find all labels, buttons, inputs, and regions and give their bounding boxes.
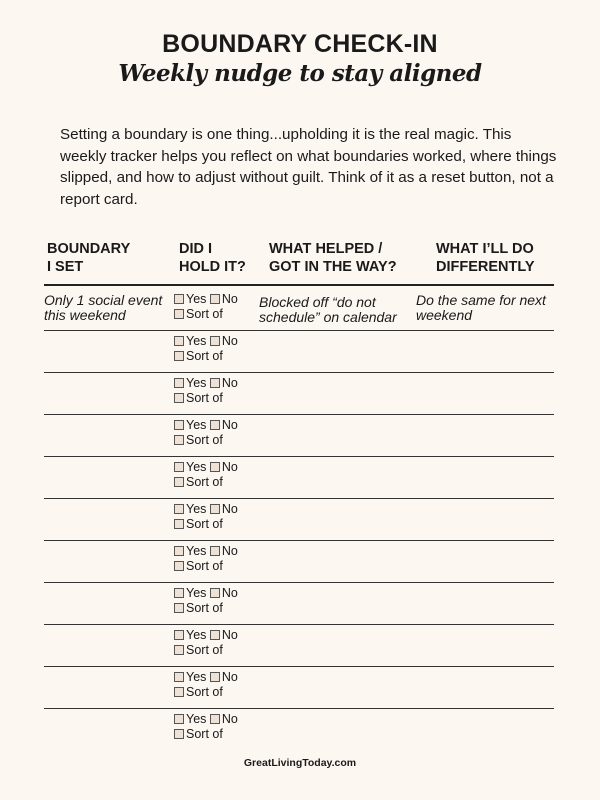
- sort-of-label: Sort of: [186, 643, 223, 657]
- header-do-differently: WHAT I’LL DO DIFFERENTLY: [436, 241, 535, 275]
- example-helped: Blocked off “do not schedule” on calendar: [259, 294, 397, 325]
- sort-of-checkbox[interactable]: [174, 477, 184, 487]
- footer-site: GreatLivingToday.com: [243, 757, 357, 769]
- no-label: No: [221, 334, 238, 348]
- yes-label: Yes: [186, 334, 207, 348]
- hold-it-options: [174, 292, 254, 322]
- hold-it-options: [174, 334, 254, 364]
- no-label: No: [221, 376, 238, 390]
- no-label: No: [221, 544, 238, 558]
- hold-it-options: [174, 502, 254, 532]
- yes-checkbox[interactable]: [174, 378, 184, 388]
- sort-of-label: Sort of: [186, 391, 223, 405]
- hold-it-options: [174, 586, 254, 616]
- row-divider: [44, 582, 554, 583]
- row-divider: [44, 540, 554, 541]
- sort-of-label: Sort of: [186, 685, 223, 699]
- yes-checkbox[interactable]: [174, 336, 184, 346]
- sort-of-checkbox[interactable]: [174, 687, 184, 697]
- example-differently: Do the same for next weekend: [416, 292, 546, 323]
- sort-of-checkbox[interactable]: [174, 645, 184, 655]
- table-header-divider: [44, 284, 554, 286]
- hold-it-options: [174, 712, 254, 742]
- no-checkbox[interactable]: [210, 714, 220, 724]
- hold-it-options: [174, 376, 254, 406]
- sort-of-checkbox[interactable]: [174, 309, 184, 319]
- yes-label: Yes: [186, 544, 207, 558]
- no-checkbox[interactable]: [210, 546, 220, 556]
- intro-paragraph: Setting a boundary is one thing...upholding it is the real magic. This weekly tracker helps you reflect on what boundaries worked, where things slipped, and how to adjust without guilt. Think of it as a reset button, not a report card.: [60, 126, 557, 208]
- sort-of-checkbox[interactable]: [174, 519, 184, 529]
- row-divider: [44, 456, 554, 457]
- page-title: BOUNDARY CHECK-IN: [162, 30, 438, 58]
- yes-checkbox[interactable]: [174, 714, 184, 724]
- row-divider: [44, 414, 554, 415]
- yes-checkbox[interactable]: [174, 420, 184, 430]
- no-checkbox[interactable]: [210, 462, 220, 472]
- yes-checkbox[interactable]: [174, 588, 184, 598]
- yes-label: Yes: [186, 292, 207, 306]
- yes-label: Yes: [186, 712, 207, 726]
- hold-it-options: [174, 628, 254, 658]
- no-label: No: [221, 418, 238, 432]
- row-divider: [44, 666, 554, 667]
- hold-it-options: [174, 418, 254, 448]
- yes-label: Yes: [186, 502, 207, 516]
- hold-it-options: [174, 670, 254, 700]
- row-divider: [44, 624, 554, 625]
- no-checkbox[interactable]: [210, 630, 220, 640]
- no-checkbox[interactable]: [210, 378, 220, 388]
- yes-label: Yes: [186, 586, 207, 600]
- sort-of-checkbox[interactable]: [174, 603, 184, 613]
- yes-label: Yes: [186, 628, 207, 642]
- no-label: No: [221, 460, 238, 474]
- yes-label: Yes: [186, 418, 207, 432]
- row-divider: [44, 708, 554, 709]
- no-checkbox[interactable]: [210, 672, 220, 682]
- sort-of-label: Sort of: [186, 559, 223, 573]
- row-divider: [44, 372, 554, 373]
- sort-of-checkbox[interactable]: [174, 351, 184, 361]
- no-label: No: [221, 670, 238, 684]
- header-what-helped: WHAT HELPED / GOT IN THE WAY?: [269, 241, 397, 275]
- yes-label: Yes: [186, 670, 207, 684]
- no-label: No: [221, 292, 238, 306]
- sort-of-label: Sort of: [186, 433, 223, 447]
- no-checkbox[interactable]: [210, 588, 220, 598]
- header-did-i-hold: DID I HOLD IT?: [179, 241, 246, 275]
- sort-of-checkbox[interactable]: [174, 393, 184, 403]
- no-label: No: [221, 586, 238, 600]
- yes-checkbox[interactable]: [174, 630, 184, 640]
- yes-label: Yes: [186, 376, 207, 390]
- yes-checkbox[interactable]: [174, 294, 184, 304]
- sort-of-label: Sort of: [186, 517, 223, 531]
- row-divider: [44, 330, 554, 331]
- hold-it-options: [174, 460, 254, 490]
- no-label: No: [221, 628, 238, 642]
- sort-of-checkbox[interactable]: [174, 435, 184, 445]
- sort-of-label: Sort of: [186, 601, 223, 615]
- no-checkbox[interactable]: [210, 420, 220, 430]
- no-label: No: [221, 502, 238, 516]
- yes-checkbox[interactable]: [174, 546, 184, 556]
- sort-of-checkbox[interactable]: [174, 729, 184, 739]
- sort-of-label: Sort of: [186, 349, 223, 363]
- sort-of-checkbox[interactable]: [174, 561, 184, 571]
- no-checkbox[interactable]: [210, 504, 220, 514]
- yes-label: Yes: [186, 460, 207, 474]
- sort-of-label: Sort of: [186, 307, 223, 321]
- no-label: No: [221, 712, 238, 726]
- yes-checkbox[interactable]: [174, 672, 184, 682]
- yes-checkbox[interactable]: [174, 504, 184, 514]
- row-divider: [44, 498, 554, 499]
- no-checkbox[interactable]: [210, 294, 220, 304]
- sort-of-label: Sort of: [186, 475, 223, 489]
- header-boundary: BOUNDARY I SET: [47, 241, 131, 275]
- hold-it-options: [174, 544, 254, 574]
- example-boundary: Only 1 social event this weekend: [44, 292, 163, 323]
- no-checkbox[interactable]: [210, 336, 220, 346]
- page-subtitle: Weekly nudge to stay aligned: [118, 60, 482, 87]
- sort-of-label: Sort of: [186, 727, 223, 741]
- yes-checkbox[interactable]: [174, 462, 184, 472]
